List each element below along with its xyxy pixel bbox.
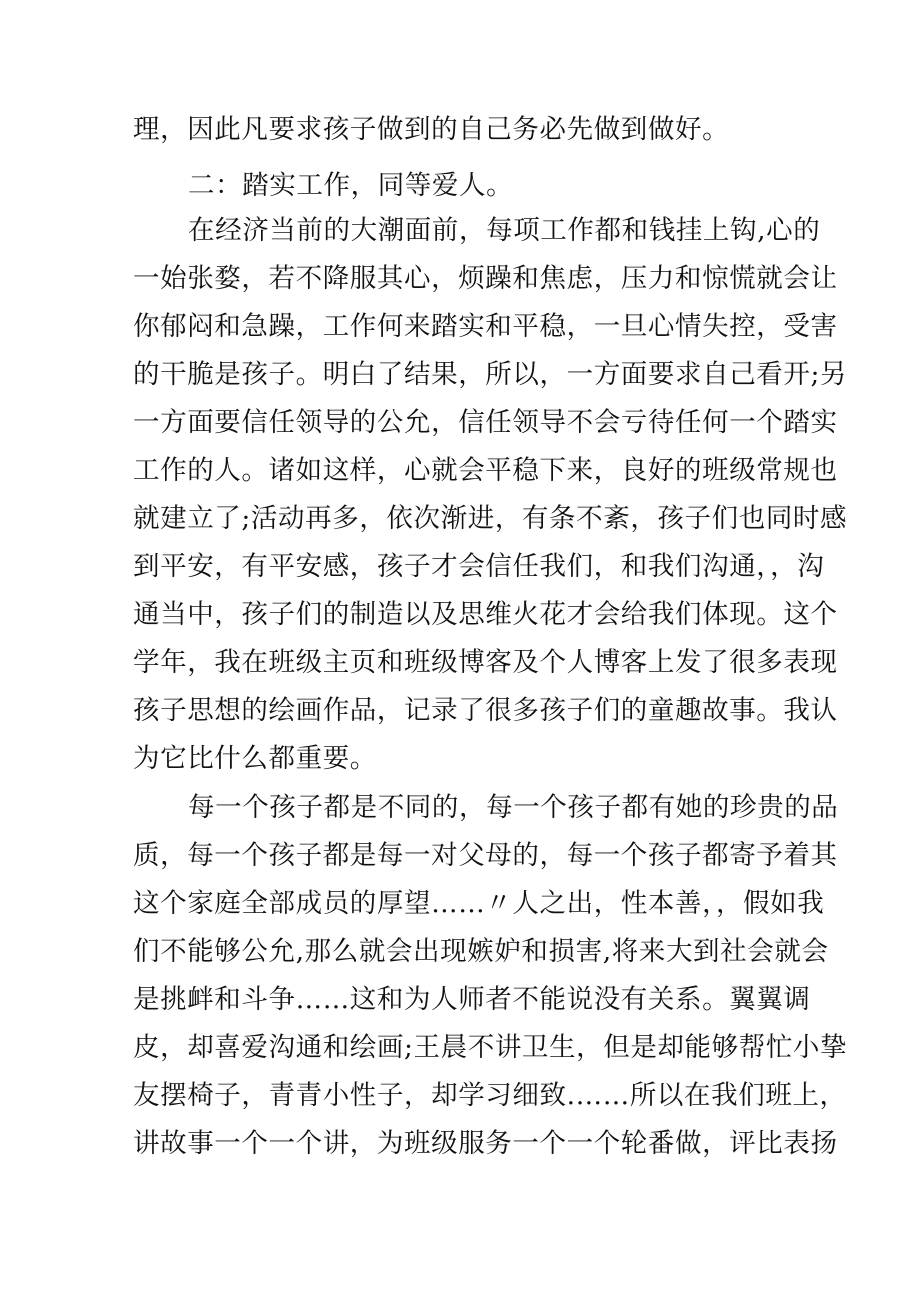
text-line: 讲故事一个一个讲，为班级服务一个一个轮番做，评比表扬 (133, 1128, 838, 1159)
text-line: 一方面要信任领导的公允，信任领导不会亏待任何一个踏实 (133, 407, 838, 438)
text-line: 通当中，孩子们的制造以及思维火花才会给我们体现。这个 (133, 599, 838, 630)
text-line: 就建立了;活动再多，依次渐进，有条不紊，孩子们也同时感 (133, 503, 848, 534)
text-line: 到平安，有平安感，孩子才会信任我们，和我们沟通，，沟 (133, 551, 825, 582)
text-line: 在经济当前的大潮面前，每项工作都和钱挂上钩,心的 (188, 215, 821, 246)
text-line: 理，因此凡要求孩子做到的自己务必先做到做好。 (133, 114, 730, 145)
text-line: 你郁闷和急躁，工作何来踏实和平稳，一旦心情失控，受害 (133, 311, 838, 342)
text-line: 这个家庭全部成员的厚望……〃人之出，性本善，，假如我 (133, 888, 825, 919)
text-line: 是挑衅和斗争……这和为人师者不能说没有关系。翼翼调 (133, 984, 811, 1015)
text-line: 质，每一个孩子都是每一对父母的，每一个孩子都寄予着其 (133, 840, 838, 871)
text-line: 学年，我在班级主页和班级博客及个人博客上发了很多表现 (133, 647, 838, 678)
text-line: 孩子思想的绘画作品，记录了很多孩子们的童趣故事。我认 (133, 695, 838, 726)
text-line: 皮，却喜爱沟通和绘画;王晨不讲卫生，但是却能够帮忙小挚 (133, 1032, 848, 1063)
section-heading: 二：踏实工作，同等爱人。 (188, 170, 514, 201)
text-line: 友摆椅子，青青小性子，却学习细致.……所以在我们班上， (133, 1080, 847, 1111)
text-line: 们不能够公允,那么就会出现嫉妒和损害,将来大到社会就会 (133, 936, 829, 967)
text-line: 为它比什么都重要。 (133, 743, 377, 774)
text-line: 的干脆是孩子。明白了结果，所以，一方面要求自己看开;另 (133, 359, 848, 390)
text-line: 工作的人。诸如这样，心就会平稳下来，良好的班级常规也 (133, 455, 838, 486)
text-line: 每一个孩子都是不同的，每一个孩子都有她的珍贵的品 (188, 792, 839, 823)
text-line: 一始张婺，若不降服其心，烦躁和焦虑，压力和惊慌就会让 (133, 263, 838, 294)
